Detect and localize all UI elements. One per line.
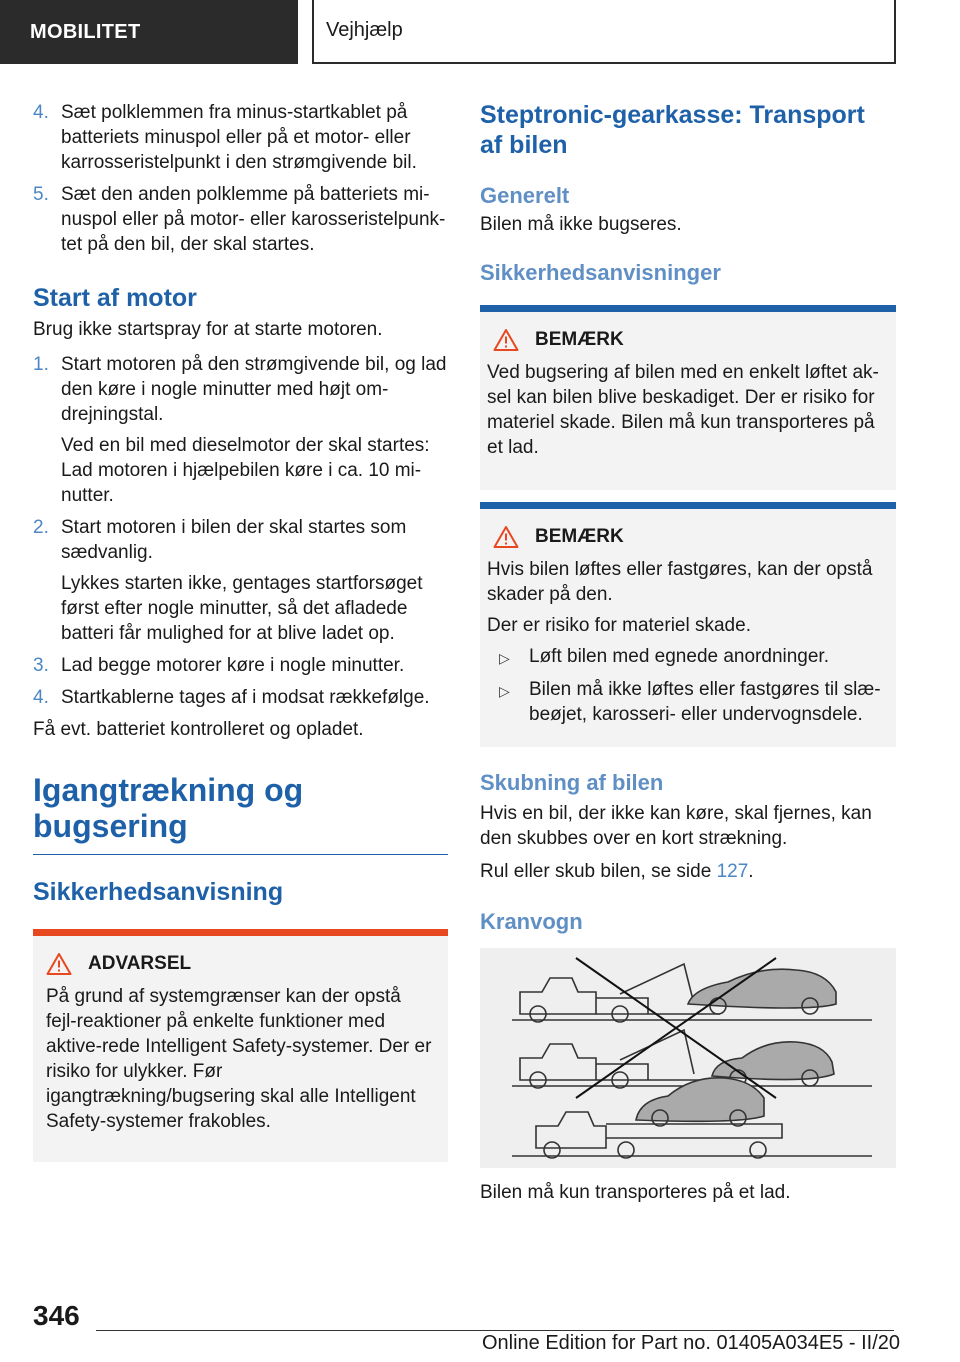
bullet-triangle-icon: ▷ [499, 650, 510, 666]
towing-heading-line1: Igangtrækning og [33, 772, 304, 808]
steptronic-heading [480, 100, 896, 160]
left-column [33, 100, 448, 1162]
notice-box [480, 305, 896, 490]
notice-text: Ved bugsering af bilen med en enkelt løftet ak‐sel kan bilen blive beskadiget. Der er risiko for materiel skade. Bilen må kun transporteres på et lad. [487, 362, 879, 458]
list-item [33, 653, 448, 678]
towing-heading [33, 772, 448, 844]
step-number: 1. [33, 354, 49, 375]
list-item [33, 352, 448, 508]
tow-truck-figure [480, 948, 896, 1168]
heading-rule [33, 854, 448, 855]
right-column [480, 100, 896, 1205]
notice-title [487, 326, 889, 354]
chapter-title: Vejhjælp [312, 0, 896, 64]
towing-heading-line2: bugsering [33, 808, 188, 844]
push-ref-prefix: Rul eller skub bilen, se side [480, 861, 717, 882]
list-item [33, 685, 448, 710]
warning-box [33, 929, 448, 1162]
start-outro: Få evt. batteriet kontrolleret og opladet. [33, 719, 364, 740]
safety-instructions-heading: Sikkerhedsanvisninger [480, 260, 721, 285]
continued-steps [33, 100, 448, 257]
push-reference [480, 859, 896, 884]
notice-box [480, 502, 896, 747]
safety-heading: Sikkerhedsanvisning [33, 878, 284, 906]
page-link[interactable]: 127 [716, 861, 749, 882]
general-text: Bilen må ikke bugseres. [480, 214, 682, 235]
notice-text: Hvis bilen løftes eller fastgøres, kan der opstå skader på den. [487, 559, 873, 605]
notice-title-text: BEMÆRK [535, 526, 624, 547]
tow-truck-illustration [480, 948, 896, 1168]
start-intro: Brug ikke startspray for at starte motoren. [33, 319, 383, 340]
list-item [487, 677, 889, 727]
figure-caption: Bilen må kun transporteres på et lad. [480, 1182, 791, 1203]
start-engine-heading: Start af motor [33, 284, 197, 312]
crane-heading: Kranvogn [480, 909, 583, 934]
push-ref-suffix: . [748, 861, 754, 882]
step-number: 2. [33, 517, 49, 538]
warning-title-text: ADVARSEL [88, 953, 192, 974]
steptronic-heading-line1: Steptronic-gearkasse: Transport [480, 101, 865, 129]
list-item [487, 644, 889, 669]
footer-rule [96, 1330, 894, 1331]
warning-title [40, 950, 441, 978]
step-number: 4. [33, 687, 49, 708]
general-heading: Generelt [480, 183, 570, 208]
warning-text: På grund af systemgrænser kan der opstå fejl‐reaktioner på enkelte funktioner med aktive‐rede Intelligent Safety-systemer. Der er risiko for ulykker. Før igangtrækning/bugsering skal alle Intelligent Safety-systemer frakobles. [46, 986, 432, 1132]
step-number: 5. [33, 184, 49, 205]
notice-title-text: BEMÆRK [535, 329, 624, 350]
step-subtext: Lykkes starten ikke, gentages startforsøget først efter nogle minutter, så det afladede batteri får mulighed for at blive ladet op. [61, 573, 423, 644]
push-text: Hvis en bil, der ikke kan køre, skal fjernes, kan den skubbes over en kort strækning. [480, 803, 872, 849]
bullet-text: Løft bilen med egnede anordninger. [529, 646, 829, 667]
push-heading: Skubning af bilen [480, 770, 664, 795]
step-text: Startkablerne tages af i modsat rækkefølge. [61, 687, 430, 708]
step-number: 4. [33, 102, 49, 123]
list-item [33, 182, 448, 257]
notice-text: Der er risiko for materiel skade. [487, 615, 751, 636]
step-text: Lad begge motorer køre i nogle minutter. [61, 655, 405, 676]
section-tab: MOBILITET [0, 0, 298, 64]
step-text: Sæt den anden polklemme på batteriets mi‐nuspol eller på motor- eller karosseristelpunk‐tet på den bil, der skal startes. [61, 184, 446, 255]
list-item [33, 515, 448, 646]
warning-triangle-icon [493, 525, 519, 549]
list-item [33, 100, 448, 175]
bullet-triangle-icon: ▷ [499, 683, 510, 699]
step-text: Start motoren i bilen der skal startes som sædvanlig. [61, 517, 407, 563]
warning-triangle-icon [493, 328, 519, 352]
notice-title [487, 523, 889, 551]
step-subtext: Ved en bil med dieselmotor der skal startes: Lad motoren i hjælpebilen køre i ca. 10 mi‐nutter. [61, 435, 430, 506]
edition-text: Online Edition for Part no. 01405A034E5 - II/20 [481, 1332, 900, 1354]
warning-triangle-icon [46, 952, 72, 976]
page-number: 346 [33, 1300, 80, 1331]
step-number: 3. [33, 655, 49, 676]
steptronic-heading-line2: af bilen [480, 131, 568, 159]
step-text: Start motoren på den strømgivende bil, og lad den køre i nogle minutter med højt om‐drejningstal. [61, 354, 447, 425]
step-text: Sæt polklemmen fra minus-startkablet på batteriets minuspol eller på et motor- eller karrosseristelpunkt i den strømgivende bil. [61, 102, 417, 173]
bullet-text: Bilen må ikke løftes eller fastgøres til slæ‐beøjet, karosseri- eller undervognsdele. [529, 679, 881, 725]
